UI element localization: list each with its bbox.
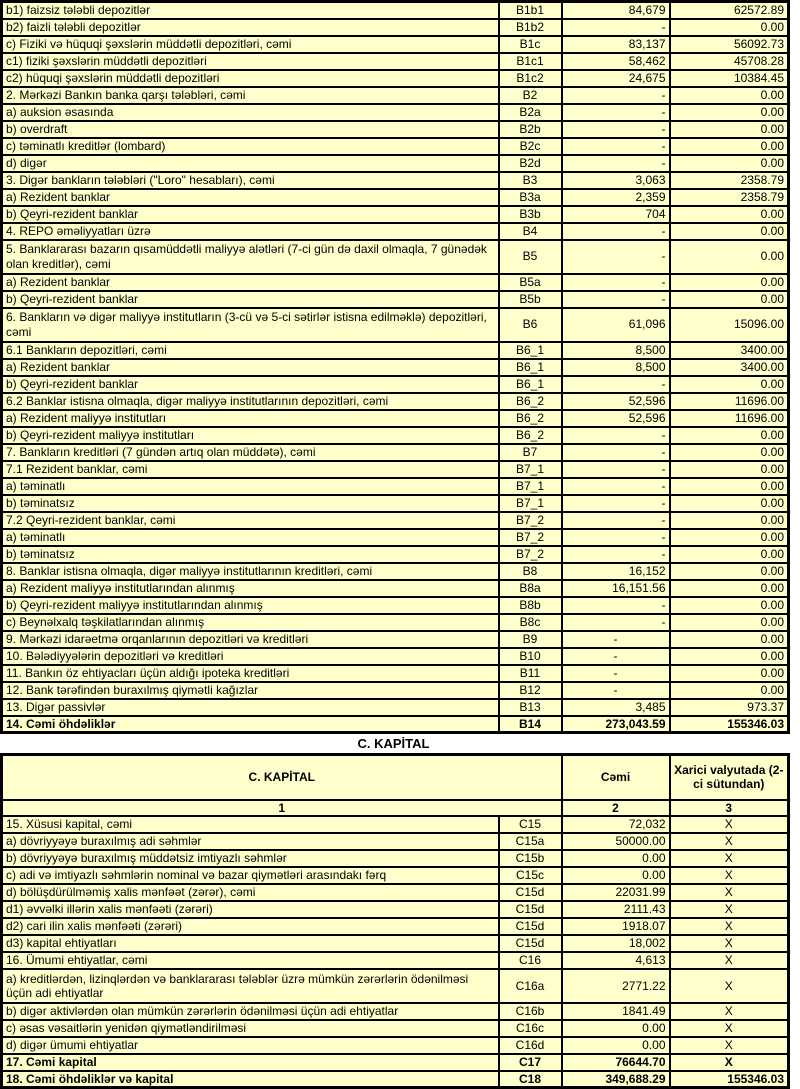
table-row — [2, 682, 789, 699]
row-total-value: 18,002 — [562, 935, 670, 952]
row-label: 17. Cəmi kapital — [2, 1054, 499, 1071]
row-label: 3. Digər bankların tələbləri ("Loro" hesabları), cəmi — [2, 172, 499, 189]
row-code: B8a — [499, 580, 562, 597]
row-code: C15d — [499, 884, 562, 901]
row-label: b1) faizsiz tələbli depozitlər — [2, 2, 499, 19]
row-foreign-currency-value: X — [670, 850, 789, 867]
table-row — [2, 223, 789, 240]
row-total-value: - — [562, 631, 670, 648]
row-code: B7_2 — [499, 512, 562, 529]
table-row — [2, 342, 789, 359]
row-total-value: 8,500 — [562, 342, 670, 359]
row-total-value: 50000.00 — [562, 833, 670, 850]
row-code: C16c — [499, 1020, 562, 1037]
row-code: C15 — [499, 816, 562, 833]
table-row — [2, 36, 789, 53]
row-label: d) digər ümumi ehtiyatlar — [2, 1037, 499, 1054]
row-foreign-currency-value: 2358.79 — [670, 189, 789, 206]
row-label: c) adi və imtiyazlı səhmlərin nominal və bazar qiymətləri arasındakı fərq — [2, 867, 499, 884]
row-code: B5a — [499, 274, 562, 291]
row-foreign-currency-value: 0.00 — [670, 682, 789, 699]
row-total-value: 72,032 — [562, 816, 670, 833]
row-label: a) kreditlərdən, lizinqlərdən və banklararası tələblər üzrə mümkün zərərlərin ödənilməsi üçün adi ehtiyatlar — [2, 969, 499, 1003]
row-label: a) auksion əsasında — [2, 104, 499, 121]
row-foreign-currency-value: X — [670, 1020, 789, 1037]
row-code: B8c — [499, 614, 562, 631]
row-total-value: - — [562, 444, 670, 461]
row-label: 6.1 Bankların depozitləri, cəmi — [2, 342, 499, 359]
row-code: B1b1 — [499, 2, 562, 19]
table-row — [2, 867, 789, 884]
row-label: d2) cari ilin xalis mənfəəti (zərəri) — [2, 918, 499, 935]
row-total-value: 349,688.29 — [562, 1071, 670, 1088]
row-foreign-currency-value: 0.00 — [670, 121, 789, 138]
row-label: b) dövriyyəyə buraxılmış müddətsiz imtiyazlı səhmlər — [2, 850, 499, 867]
table-row — [2, 478, 789, 495]
row-foreign-currency-value: X — [670, 952, 789, 969]
row-total-value: - — [562, 121, 670, 138]
table-row — [2, 155, 789, 172]
table-row — [2, 1020, 789, 1037]
table-row — [2, 648, 789, 665]
capital-column-number-row — [2, 800, 789, 816]
row-foreign-currency-value: 0.00 — [670, 631, 789, 648]
row-foreign-currency-value: X — [670, 901, 789, 918]
row-total-value: - — [562, 274, 670, 291]
row-total-value: 2,359 — [562, 189, 670, 206]
row-total-value: 3,485 — [562, 699, 670, 716]
row-label: b) digər aktivlərdən olan mümkün zərərlərin ödənilməsi üçün adi ehtiyatlar — [2, 1003, 499, 1020]
row-total-value: - — [562, 648, 670, 665]
row-label: 18. Cəmi öhdəliklər və kapital — [2, 1071, 499, 1088]
table-row — [2, 699, 789, 716]
capital-table — [0, 753, 790, 1089]
row-label: 10. Bələdiyyələrin depozitləri və kreditləri — [2, 648, 499, 665]
row-foreign-currency-value: 0.00 — [670, 138, 789, 155]
row-label: a) təminatlı — [2, 529, 499, 546]
row-foreign-currency-value: X — [670, 1037, 789, 1054]
column-number-3: 3 — [670, 800, 789, 816]
table-row — [2, 495, 789, 512]
row-total-value: - — [562, 665, 670, 682]
row-foreign-currency-value: 0.00 — [670, 478, 789, 495]
table-row — [2, 410, 789, 427]
row-foreign-currency-value: X — [670, 867, 789, 884]
row-label: b) Qeyri-rezident maliyyə institutları — [2, 427, 499, 444]
row-label: 7.1 Rezident banklar, cəmi — [2, 461, 499, 478]
table-row — [2, 291, 789, 308]
row-code: B6_1 — [499, 359, 562, 376]
row-foreign-currency-value: 11696.00 — [670, 410, 789, 427]
row-foreign-currency-value: 11696.00 — [670, 393, 789, 410]
row-total-value: 2771.22 — [562, 969, 670, 1003]
row-total-value: 1841.49 — [562, 1003, 670, 1020]
table-row — [2, 918, 789, 935]
table-row — [2, 1003, 789, 1020]
row-code: B1c1 — [499, 53, 562, 70]
row-label: 7. Bankların kreditləri (7 gündən artıq olan müddətə), cəmi — [2, 444, 499, 461]
row-label: d3) kapital ehtiyatları — [2, 935, 499, 952]
row-code: C15c — [499, 867, 562, 884]
row-code: B6_2 — [499, 427, 562, 444]
table-row — [2, 833, 789, 850]
row-foreign-currency-value: X — [670, 969, 789, 1003]
row-label: b2) faizli tələbli depozitlər — [2, 19, 499, 36]
capital-header-foreign-label: Xarici valyutada (2-ci sütundan) — [670, 755, 789, 800]
row-total-value: 0.00 — [562, 850, 670, 867]
row-total-value: - — [562, 19, 670, 36]
row-total-value: - — [562, 155, 670, 172]
row-foreign-currency-value: 0.00 — [670, 274, 789, 291]
row-code: B6 — [499, 308, 562, 342]
row-total-value: 0.00 — [562, 1037, 670, 1054]
row-total-value: - — [562, 427, 670, 444]
row-total-value: - — [562, 495, 670, 512]
table-row — [2, 121, 789, 138]
row-total-value: 83,137 — [562, 36, 670, 53]
row-foreign-currency-value: 0.00 — [670, 461, 789, 478]
row-code: B7_1 — [499, 461, 562, 478]
row-label: b) Qeyri-rezident banklar — [2, 376, 499, 393]
row-label: a) dövriyyəyə buraxılmış adi səhmlər — [2, 833, 499, 850]
row-label: 5. Banklararası bazarın qısamüddətli maliyyə alətləri (7-ci gün də daxil olmaqla, 7 günədək olan kreditlər), cəmi — [2, 240, 499, 274]
row-total-value: - — [562, 461, 670, 478]
row-code: C16b — [499, 1003, 562, 1020]
row-total-value: 2111.43 — [562, 901, 670, 918]
row-total-value: - — [562, 614, 670, 631]
row-code: B3 — [499, 172, 562, 189]
row-label: 4. REPO əməliyyatları üzrə — [2, 223, 499, 240]
row-foreign-currency-value: 45708.28 — [670, 53, 789, 70]
row-foreign-currency-value: X — [670, 1003, 789, 1020]
row-total-value: 3,063 — [562, 172, 670, 189]
row-label: d1) əvvəlki illərin xalis mənfəəti (zərəri) — [2, 901, 499, 918]
row-code: B11 — [499, 665, 562, 682]
row-code: B7_1 — [499, 495, 562, 512]
table-row — [2, 444, 789, 461]
table-row — [2, 1037, 789, 1054]
table-row — [2, 716, 789, 733]
row-label: b) overdraft — [2, 121, 499, 138]
row-code: B7_2 — [499, 546, 562, 563]
row-total-value: - — [562, 597, 670, 614]
row-code: C16a — [499, 969, 562, 1003]
table-row — [2, 70, 789, 87]
row-label: 6. Bankların və digər maliyyə institutların (3-cü və 5-ci sətirlər istisna edilməklə) depozitləri, cəmi — [2, 308, 499, 342]
table-row — [2, 512, 789, 529]
row-code: B1c — [499, 36, 562, 53]
capital-header-total-label: Cəmi — [562, 755, 670, 800]
row-total-value: - — [562, 682, 670, 699]
row-total-value: - — [562, 546, 670, 563]
table-row — [2, 274, 789, 291]
row-label: c) təminatlı kreditlər (lombard) — [2, 138, 499, 155]
row-code: B3a — [499, 189, 562, 206]
row-total-value: 61,096 — [562, 308, 670, 342]
capital-section-title: C. KAPİTAL — [357, 736, 430, 751]
row-code: C15d — [499, 918, 562, 935]
table-row — [2, 461, 789, 478]
row-total-value: 273,043.59 — [562, 716, 670, 733]
row-foreign-currency-value: 0.00 — [670, 495, 789, 512]
row-code: B7_2 — [499, 529, 562, 546]
row-code: B10 — [499, 648, 562, 665]
table-row — [2, 631, 789, 648]
row-code: C16 — [499, 952, 562, 969]
row-label: d) digər — [2, 155, 499, 172]
row-foreign-currency-value: X — [670, 1054, 789, 1071]
row-foreign-currency-value: 973.37 — [670, 699, 789, 716]
row-label: 6.2 Banklar istisna olmaqla, digər maliyyə institutlarının depozitləri, cəmi — [2, 393, 499, 410]
row-total-value: - — [562, 138, 670, 155]
row-label: b) Qeyri-rezident maliyyə institutlarından alınmış — [2, 597, 499, 614]
row-total-value: 22031.99 — [562, 884, 670, 901]
row-code: B8 — [499, 563, 562, 580]
row-foreign-currency-value: 0.00 — [670, 240, 789, 274]
row-total-value: - — [562, 478, 670, 495]
table-row — [2, 19, 789, 36]
row-foreign-currency-value: 10384.45 — [670, 70, 789, 87]
row-label: c) Beynəlxalq təşkilatlarından alınmış — [2, 614, 499, 631]
row-foreign-currency-value: 0.00 — [670, 665, 789, 682]
row-label: c) Fiziki və hüquqi şəxslərin müddətli depozitləri, cəmi — [2, 36, 499, 53]
row-code: B13 — [499, 699, 562, 716]
row-total-value: - — [562, 512, 670, 529]
table-row — [2, 138, 789, 155]
table-row — [2, 580, 789, 597]
table-row — [2, 206, 789, 223]
row-total-value: 4,613 — [562, 952, 670, 969]
row-code: C16d — [499, 1037, 562, 1054]
table-row — [2, 376, 789, 393]
row-code: B9 — [499, 631, 562, 648]
row-code: B2d — [499, 155, 562, 172]
table-row — [2, 884, 789, 901]
row-code: B5b — [499, 291, 562, 308]
row-code: B2c — [499, 138, 562, 155]
table-row — [2, 597, 789, 614]
row-total-value: - — [562, 87, 670, 104]
row-total-value: 16,151.56 — [562, 580, 670, 597]
row-label: c1) fiziki şəxslərin müddətli depozitləri — [2, 53, 499, 70]
row-foreign-currency-value: 155346.03 — [670, 716, 789, 733]
row-foreign-currency-value: 155346.03 — [670, 1071, 789, 1088]
table-row — [2, 563, 789, 580]
row-foreign-currency-value: X — [670, 918, 789, 935]
row-total-value: - — [562, 529, 670, 546]
table-row — [2, 952, 789, 969]
row-foreign-currency-value: 0.00 — [670, 19, 789, 36]
row-foreign-currency-value: 0.00 — [670, 648, 789, 665]
table-row — [2, 359, 789, 376]
row-code: C18 — [499, 1071, 562, 1088]
row-label: b) təminatsız — [2, 495, 499, 512]
column-number-1: 1 — [2, 800, 562, 816]
row-foreign-currency-value: X — [670, 884, 789, 901]
row-total-value: 1918.07 — [562, 918, 670, 935]
row-code: B1c2 — [499, 70, 562, 87]
row-label: 16. Ümumi ehtiyatlar, cəmi — [2, 952, 499, 969]
row-code: C15d — [499, 901, 562, 918]
row-code: B6_1 — [499, 342, 562, 359]
row-code: B6_2 — [499, 393, 562, 410]
row-total-value: 76644.70 — [562, 1054, 670, 1071]
row-label: 13. Digər passivlər — [2, 699, 499, 716]
row-total-value: - — [562, 291, 670, 308]
row-total-value: - — [562, 240, 670, 274]
table-row — [2, 393, 789, 410]
row-code: C15b — [499, 850, 562, 867]
row-foreign-currency-value: 0.00 — [670, 563, 789, 580]
table-row — [2, 816, 789, 833]
row-code: B7 — [499, 444, 562, 461]
row-label: a) Rezident maliyyə institutlarından alınmış — [2, 580, 499, 597]
table-row — [2, 104, 789, 121]
row-foreign-currency-value: 0.00 — [670, 597, 789, 614]
row-foreign-currency-value: X — [670, 833, 789, 850]
row-foreign-currency-value: 3400.00 — [670, 342, 789, 359]
row-total-value: 52,596 — [562, 410, 670, 427]
row-code: B14 — [499, 716, 562, 733]
row-label: 15. Xüsusi kapital, cəmi — [2, 816, 499, 833]
row-total-value: 58,462 — [562, 53, 670, 70]
table-row — [2, 308, 789, 342]
table-row — [2, 53, 789, 70]
row-foreign-currency-value: 0.00 — [670, 223, 789, 240]
row-total-value: - — [562, 223, 670, 240]
row-foreign-currency-value: 62572.89 — [670, 2, 789, 19]
row-code: B2a — [499, 104, 562, 121]
row-code: B6_2 — [499, 410, 562, 427]
table-row — [2, 172, 789, 189]
table-row — [2, 240, 789, 274]
row-label: a) Rezident banklar — [2, 359, 499, 376]
row-code: B2 — [499, 87, 562, 104]
row-total-value: 0.00 — [562, 1020, 670, 1037]
row-total-value: 84,679 — [562, 2, 670, 19]
row-total-value: 8,500 — [562, 359, 670, 376]
row-label: 8. Banklar istisna olmaqla, digər maliyyə institutlarının kreditləri, cəmi — [2, 563, 499, 580]
table-row — [2, 850, 789, 867]
row-code: B6_1 — [499, 376, 562, 393]
table-row — [2, 2, 789, 19]
row-total-value: - — [562, 376, 670, 393]
table-row — [2, 529, 789, 546]
table-row — [2, 546, 789, 563]
row-label: c2) hüquqi şəxslərin müddətli depozitləri — [2, 70, 499, 87]
row-foreign-currency-value: 0.00 — [670, 155, 789, 172]
row-label: a) Rezident maliyyə institutları — [2, 410, 499, 427]
row-foreign-currency-value: 0.00 — [670, 580, 789, 597]
row-label: a) Rezident banklar — [2, 189, 499, 206]
row-label: d) bölüşdürülməmiş xalis mənfəət (zərər), cəmi — [2, 884, 499, 901]
row-foreign-currency-value: 0.00 — [670, 444, 789, 461]
row-foreign-currency-value: 0.00 — [670, 529, 789, 546]
row-label: 9. Mərkəzi idarəetmə orqanlarının depozitləri və kreditləri — [2, 631, 499, 648]
capital-header-title: C. KAPİTAL — [2, 755, 562, 800]
row-foreign-currency-value: 0.00 — [670, 512, 789, 529]
table-row — [2, 1054, 789, 1071]
row-foreign-currency-value: 0.00 — [670, 291, 789, 308]
table-row — [2, 614, 789, 631]
row-label: a) təminatlı — [2, 478, 499, 495]
table-row — [2, 189, 789, 206]
row-code: C15d — [499, 935, 562, 952]
capital-header-row — [2, 755, 789, 800]
row-label: c) əsas vəsaitlərin yenidən qiymətləndirilməsi — [2, 1020, 499, 1037]
row-code: B5 — [499, 240, 562, 274]
table-row — [2, 901, 789, 918]
row-total-value: 704 — [562, 206, 670, 223]
table-row — [2, 427, 789, 444]
row-foreign-currency-value: 0.00 — [670, 427, 789, 444]
row-total-value: 0.00 — [562, 867, 670, 884]
column-number-2: 2 — [562, 800, 670, 816]
row-foreign-currency-value: X — [670, 935, 789, 952]
row-code: B4 — [499, 223, 562, 240]
row-label: 2. Mərkəzi Bankın banka qarşı tələbləri, cəmi — [2, 87, 499, 104]
row-total-value: 24,675 — [562, 70, 670, 87]
row-code: B2b — [499, 121, 562, 138]
row-code: B8b — [499, 597, 562, 614]
row-foreign-currency-value: 0.00 — [670, 614, 789, 631]
row-foreign-currency-value: 0.00 — [670, 87, 789, 104]
table-row — [2, 935, 789, 952]
row-code: C15a — [499, 833, 562, 850]
row-foreign-currency-value: 0.00 — [670, 104, 789, 121]
row-label: a) Rezident banklar — [2, 274, 499, 291]
row-foreign-currency-value: 0.00 — [670, 546, 789, 563]
row-foreign-currency-value: 2358.79 — [670, 172, 789, 189]
row-foreign-currency-value: X — [670, 816, 789, 833]
row-foreign-currency-value: 0.00 — [670, 376, 789, 393]
row-foreign-currency-value: 0.00 — [670, 206, 789, 223]
row-label: 14. Cəmi öhdəliklər — [2, 716, 499, 733]
row-label: b) Qeyri-rezident banklar — [2, 206, 499, 223]
row-label: b) təminatsız — [2, 546, 499, 563]
row-label: 12. Bank tərəfindən buraxılmış qiymətli kağızlar — [2, 682, 499, 699]
table-row — [2, 1071, 789, 1088]
row-foreign-currency-value: 3400.00 — [670, 359, 789, 376]
table-row — [2, 87, 789, 104]
row-foreign-currency-value: 56092.73 — [670, 36, 789, 53]
row-code: B1b2 — [499, 19, 562, 36]
row-foreign-currency-value: 15096.00 — [670, 308, 789, 342]
row-total-value: 16,152 — [562, 563, 670, 580]
row-code: C17 — [499, 1054, 562, 1071]
row-code: B3b — [499, 206, 562, 223]
row-code: B12 — [499, 682, 562, 699]
row-label: 11. Bankın öz ehtiyacları üçün aldığı ipoteka kreditləri — [2, 665, 499, 682]
table-row — [2, 665, 789, 682]
row-total-value: 52,596 — [562, 393, 670, 410]
row-label: 7.2 Qeyri-rezident banklar, cəmi — [2, 512, 499, 529]
row-total-value: - — [562, 104, 670, 121]
row-code: B7_1 — [499, 478, 562, 495]
table-row — [2, 969, 789, 1003]
row-label: b) Qeyri-rezident banklar — [2, 291, 499, 308]
